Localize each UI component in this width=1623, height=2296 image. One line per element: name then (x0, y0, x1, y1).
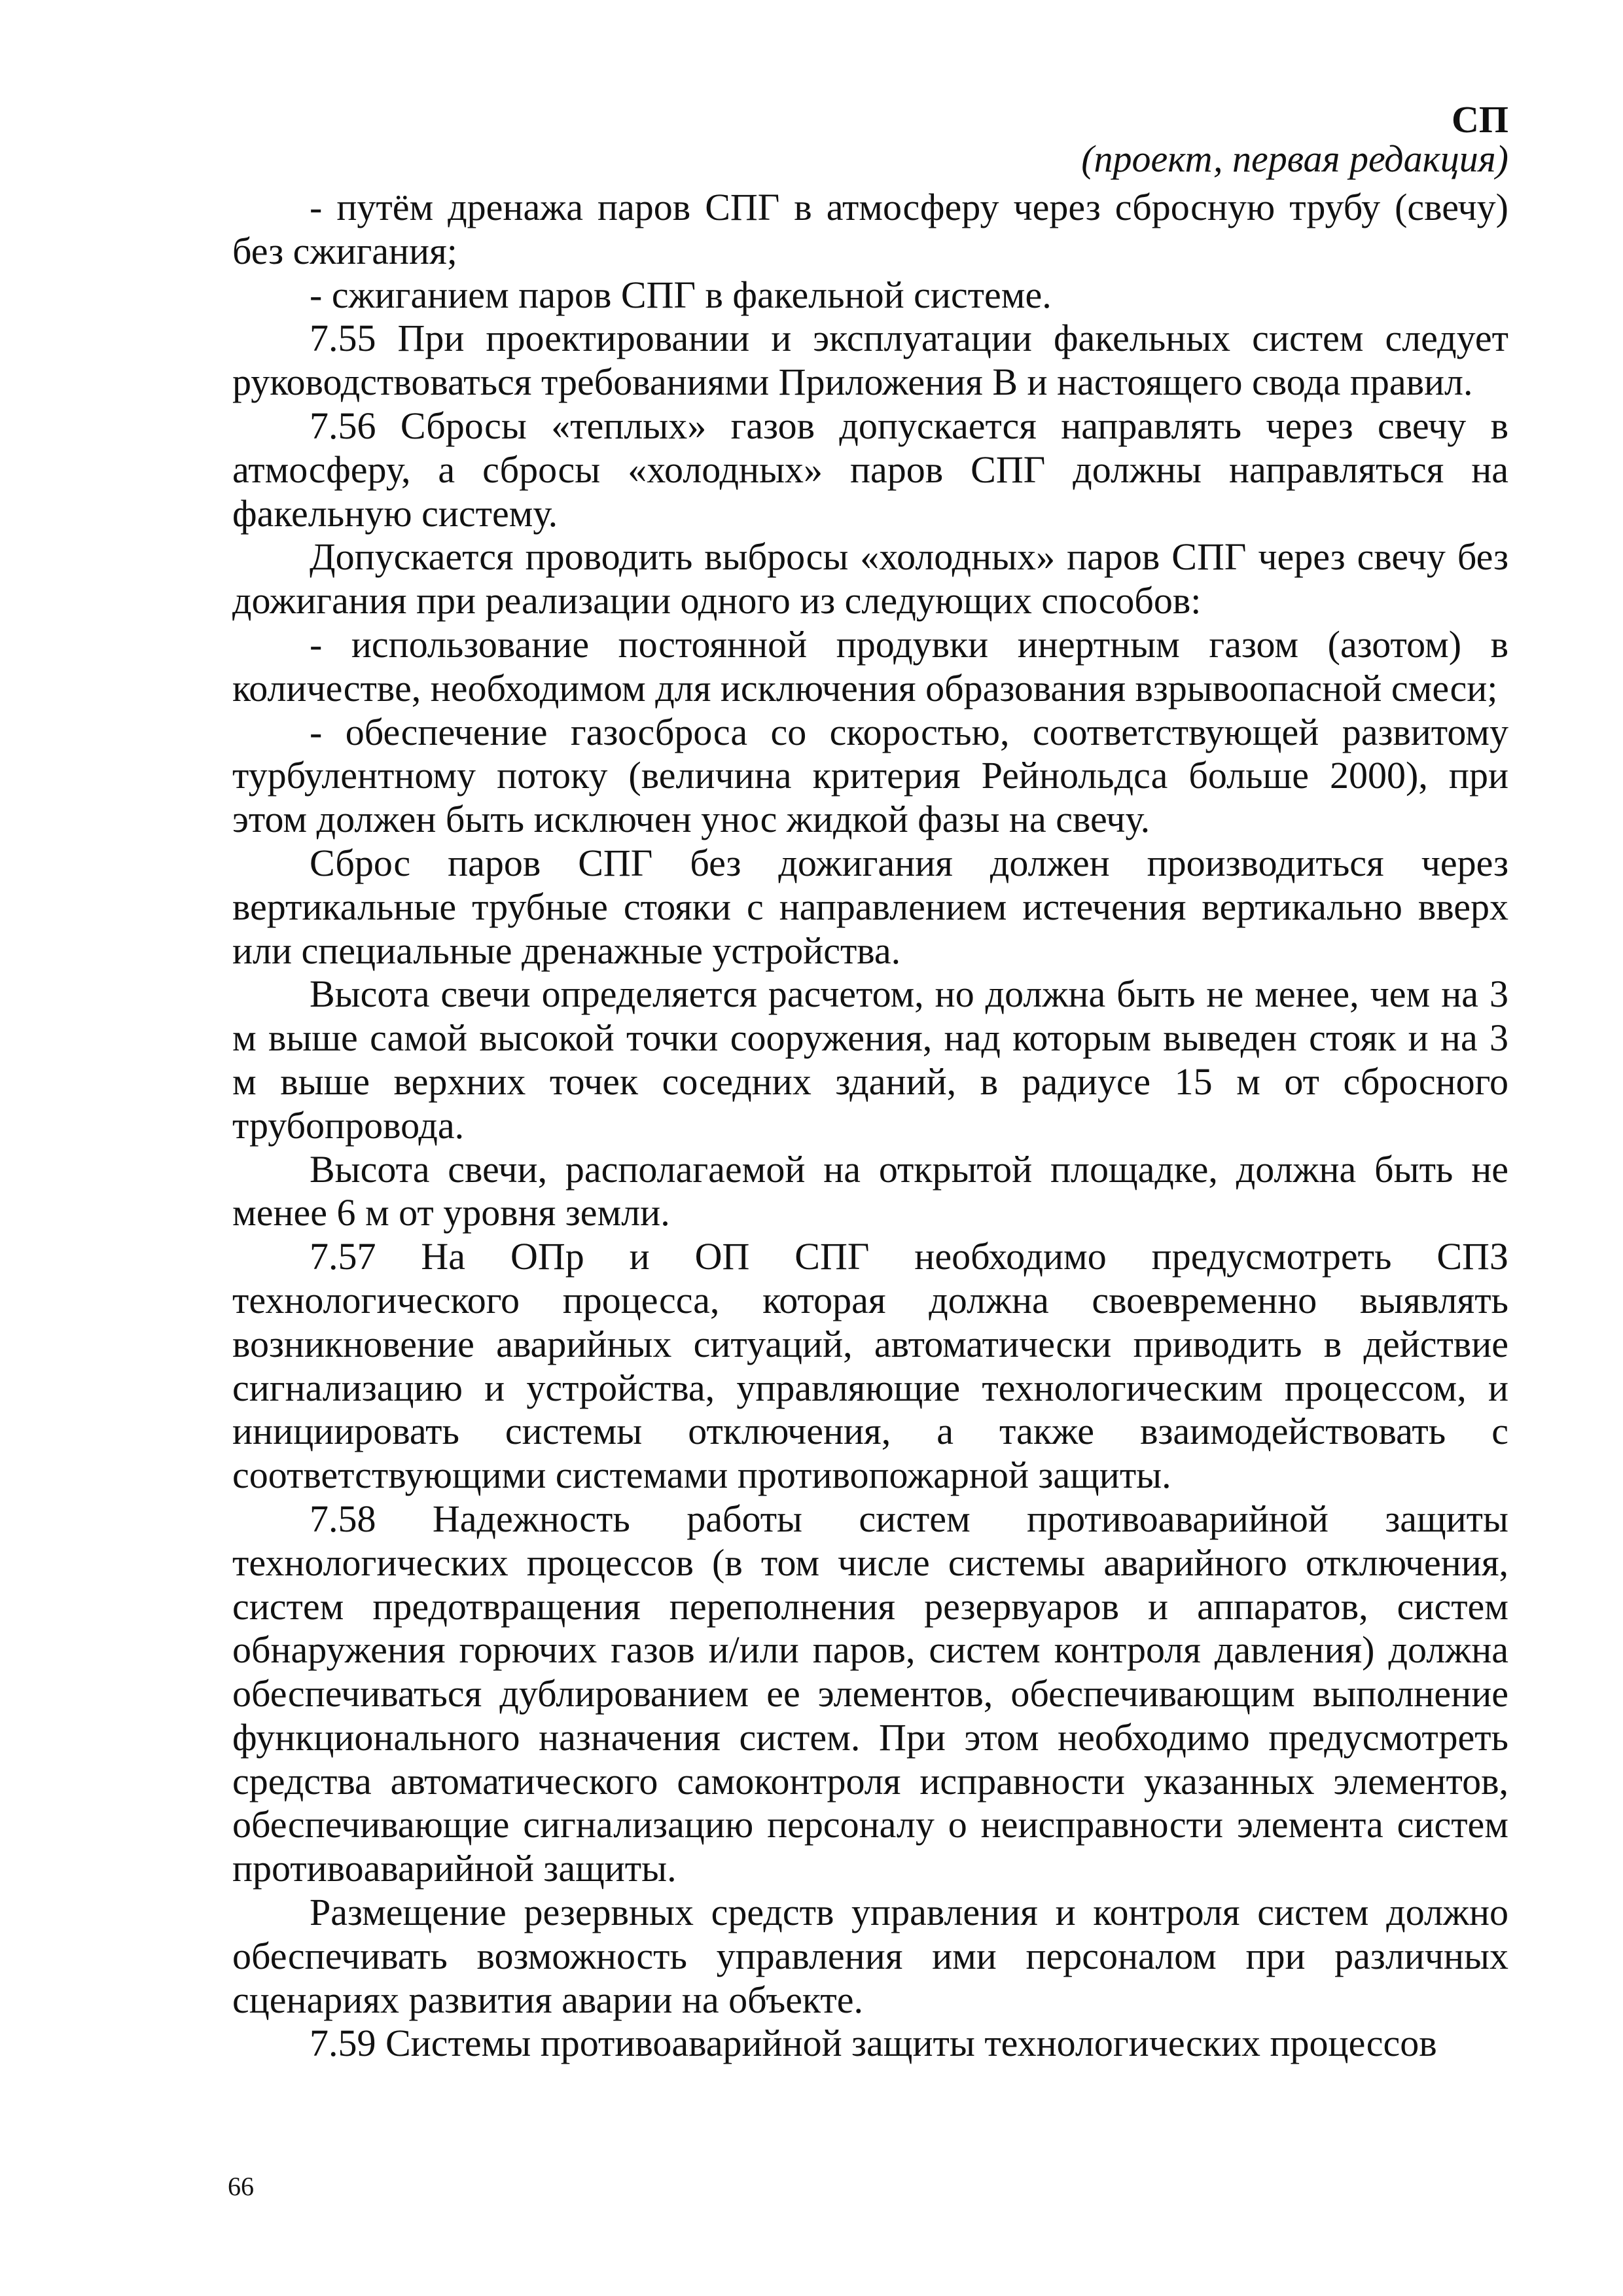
paragraph-stack-height: Высота свечи определяется расчетом, но должна быть не менее, чем на 3 м выше самой высокой точки сооружения, над которым выведен стояк и на 3 м выше верхних точек соседних зданий, в радиусе 15 м от сбросного трубопровода. (232, 973, 1508, 1147)
paragraph-inert-purge: - использование постоянной продувки инертным газом (азотом) в количестве, необходимом для исключения образования взрывоопасной смеси; (232, 622, 1508, 709)
paragraph-7-59: 7.59 Системы противоаварийной защиты технологических процессов (310, 2022, 1437, 2065)
paragraph-7-57: 7.57 На ОПр и ОП СПГ необходимо предусмотреть СПЗ технологического процесса, которая должна своевременно выявлять возникновение аварийных ситуаций, автоматически приводить в действие сигнализацию и устройства, управляющие технологическим процессом, и инициировать системы отключения, а также взаимодействовать с соответствующими системами противопожарной защиты. (232, 1235, 1508, 1497)
paragraph-7-56: 7.56 Сбросы «теплых» газов допускается направлять через свечу в атмосферу, а сбросы «холодных» паров СПГ должны направляться на факельную систему. (232, 404, 1508, 535)
paragraph-backup-controls: Размещение резервных средств управления и контроля систем должно обеспечивать возможность управления ими персоналом при различных сценариях развития аварии на объекте. (232, 1891, 1508, 2021)
paragraph-drainage: - путём дренажа паров СПГ в атмосферу через сбросную трубу (свечу) без сжигания; (232, 186, 1508, 272)
document-code: СП (1452, 98, 1508, 141)
paragraph-flare-burning: - сжиганием паров СПГ в факельной системе. (310, 273, 1052, 316)
paragraph-turbulent-flow: - обеспечение газосброса со скоростью, соответствующей развитому турбулентному потоку (величина критерия Рейнольдса больше 2000), при этом должен быть исключен унос жидкой фазы на свечу. (232, 710, 1508, 841)
paragraph-7-55: 7.55 При проектировании и эксплуатации факельных систем следует руководствоваться требованиями Приложения В и настоящего свода правил. (232, 317, 1508, 404)
paragraph-vertical-risers: Сброс паров СПГ без дожигания должен производиться через вертикальные трубные стояки с направлением истечения вертикально вверх или специальные дренажные устройства. (232, 841, 1508, 972)
page-number: 66 (228, 2172, 254, 2201)
paragraph-cold-vapor-release: Допускается проводить выбросы «холодных» паров СПГ через свечу без дожигания при реализации одного из следующих способов: (232, 535, 1508, 622)
body-text (232, 186, 1508, 2066)
edition-note: (проект, первая редакция) (1081, 137, 1508, 180)
paragraph-open-site-height: Высота свечи, располагаемой на открытой площадке, должна быть не менее 6 м от уровня земли. (232, 1147, 1508, 1234)
paragraph-7-58: 7.58 Надежность работы систем противоаварийной защиты технологических процессов (в том числе системы аварийного отключения, систем предотвращения переполнения резервуаров и аппаратов, систем обнаружения горючих газов и/или паров, систем контроля давления) должна обеспечиваться дублированием ее элементов, обеспечивающим выполнение функционального назначения систем. При этом необходимо предусмотреть средства автоматического самоконтроля исправности указанных элементов, обеспечивающие сигнализацию персоналу о неисправности элемента систем противоаварийной защиты. (232, 1497, 1508, 1890)
